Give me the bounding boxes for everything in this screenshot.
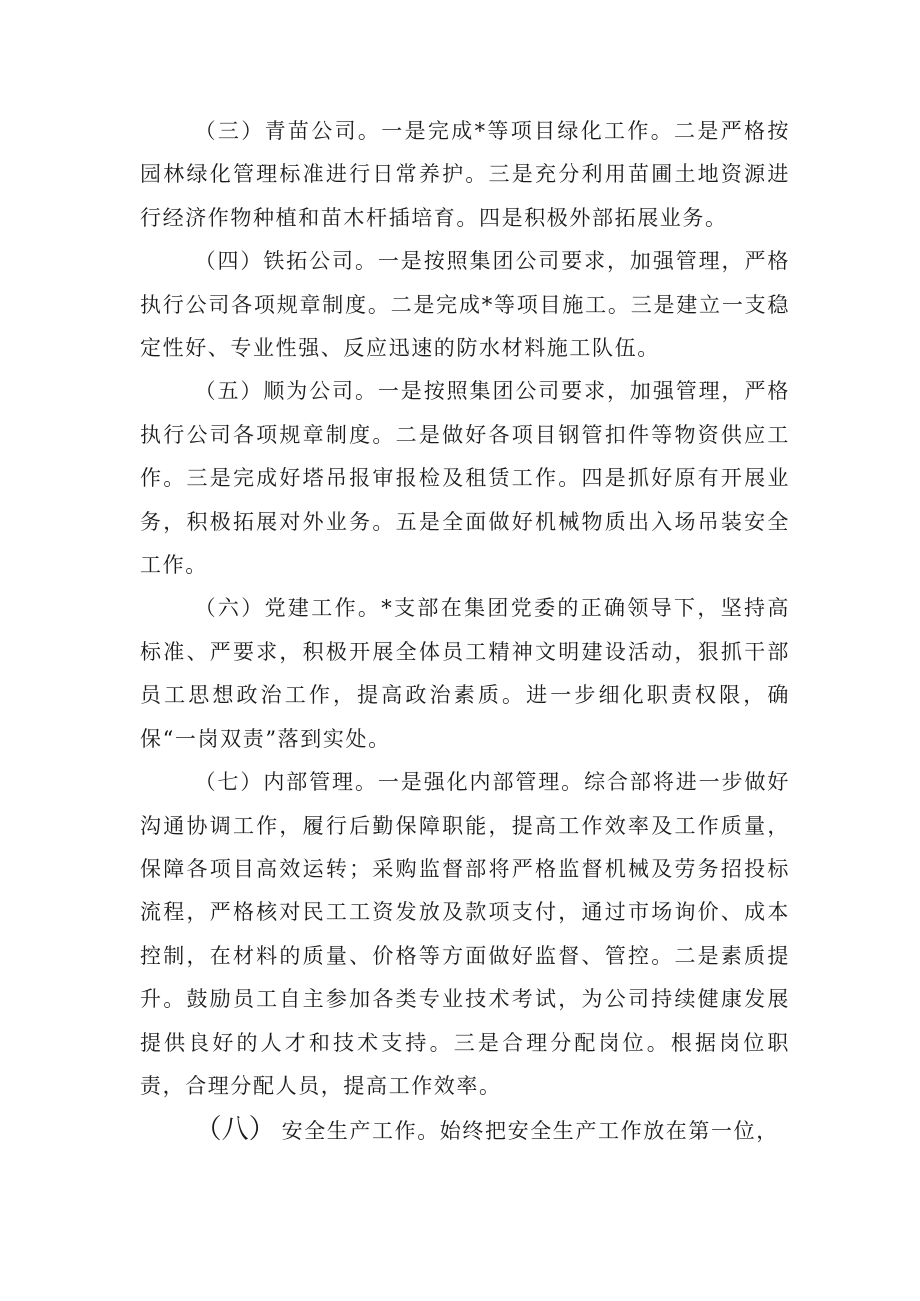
section-number: （四） [194, 249, 264, 274]
paragraph-neibu [140, 761, 790, 1108]
paragraph-text: 内部管理。一是强化内部管理。综合部将进一步做好沟通协调工作，履行后勤保障职能，提高工作效率及工作质量，保障各项目高效运转；采购监督部将严格监督机械及劳务招投标流程，严格核对民工工资发放及款项支付，通过市场询价、成本控制，在材料的质量、价格等方面做好监督、管控。二是素质提升。鼓励员工自主参加各类专业技术考试，为公司持续健康发展提供良好的人才和技术支持。三是合理分配岗位。根据岗位职责，合理分配人员，提高工作效率。 [140, 770, 790, 1098]
paragraph-text: 青苗公司。一是完成*等项目绿化工作。二是严格按园林绿化管理标准进行日常养护。三是充分利用苗圃土地资源进行经济作物种植和苗木杆插培育。四是积极外部拓展业务。 [140, 119, 790, 230]
section-number: （五） [194, 379, 264, 404]
paragraph-text: 安全生产工作。始终把安全生产工作放在第一位， [281, 1119, 779, 1144]
paragraph-text: 铁拓公司。一是按照集团公司要求，加强管理，严格执行公司各项规章制度。二是完成*等项目施工。三是建立一支稳定性好、专业性强、反应迅速的防水材料施工队伍。 [140, 249, 790, 361]
paragraph-anquan [140, 1108, 790, 1153]
paragraph-dangjian [140, 587, 790, 761]
section-number: （八） [194, 1114, 276, 1146]
section-number: （六） [194, 596, 265, 621]
section-number: （七） [194, 770, 264, 795]
paragraph-text: 党建工作。*支部在集团党委的正确领导下，坚持高标准、严要求，积极开展全体员工精神文明建设活动，狠抓干部员工思想政治工作，提高政治素质。进一步细化职责权限，确保“一岗双责”落到实处。 [140, 596, 790, 751]
section-number: （三） [194, 119, 265, 143]
document-body [140, 110, 790, 1154]
paragraph-qingmiao [140, 110, 790, 240]
paragraph-tietuo [140, 240, 790, 370]
paragraph-shunwei [140, 370, 790, 587]
paragraph-text: 顺为公司。一是按照集团公司要求，加强管理，严格执行公司各项规章制度。二是做好各项目钢管扣件等物资供应工作。三是完成好塔吊报审报检及租赁工作。四是抓好原有开展业务，积极拓展对外业务。五是全面做好机械物质出入场吊装安全工作。 [140, 379, 790, 578]
